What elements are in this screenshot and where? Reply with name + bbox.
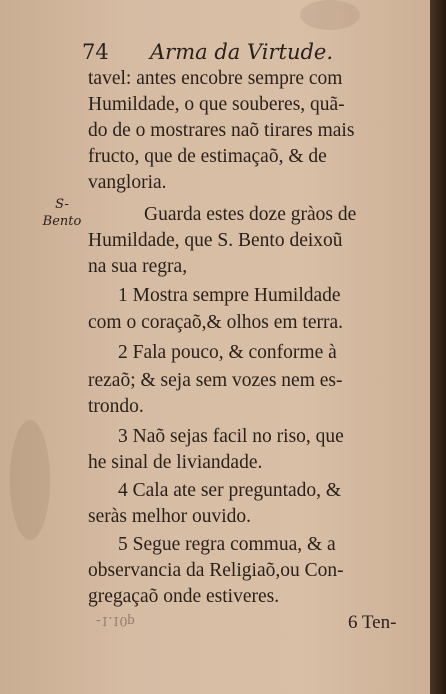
- page-header: [82, 40, 382, 66]
- text-line: do de o mostrares naõ tirares mais: [88, 120, 355, 141]
- text-line: 4 Cala ate ser preguntado, &: [118, 480, 342, 501]
- text-line: observancia da Religiaõ,ou Con-: [88, 560, 344, 581]
- catchword: 6 Ten-: [348, 612, 397, 633]
- text-line: Guarda estes doze gràos de: [144, 204, 357, 225]
- book-spine-edge: [430, 0, 446, 694]
- text-line: com o coraçaõ,& olhos em terra.: [88, 312, 344, 333]
- margin-note-line: S-: [55, 197, 69, 212]
- text-line: na sua regra,: [88, 256, 188, 277]
- text-line: he sinal de liviandade.: [88, 452, 263, 473]
- text-line: tavel: antes encobre sempre com: [88, 68, 343, 89]
- text-line: seràs melhor ouvido.: [88, 506, 252, 527]
- text-line: 5 Segue regra commua, & a: [118, 534, 336, 555]
- bleed-through-text: -1.10p: [96, 613, 135, 629]
- running-title: Arma da Virtude.: [150, 40, 334, 64]
- text-line: gregaçaõ onde estiveres.: [88, 586, 280, 607]
- text-line: trondo.: [88, 396, 144, 417]
- text-line: 3 Naõ sejas facil no riso, que: [118, 426, 344, 447]
- text-line: 2 Fala pouco, & conforme à: [118, 342, 337, 363]
- page-number: 74: [82, 40, 109, 64]
- margin-note: [40, 196, 84, 230]
- text-line: fructo, que de estimaçaõ, & de: [88, 146, 327, 167]
- text-line: rezaõ; & seja sem vozes nem es-: [88, 370, 343, 391]
- paper-stain: [300, 0, 360, 30]
- paper-stain: [10, 420, 50, 540]
- margin-note-line: Bento: [42, 214, 82, 229]
- text-line: Humildade, que S. Bento deixoũ: [88, 230, 343, 251]
- text-line: Humildade, o que souberes, quã-: [88, 94, 345, 115]
- text-line: vangloria.: [88, 172, 167, 193]
- text-line: 1 Mostra sempre Humildade: [118, 285, 341, 306]
